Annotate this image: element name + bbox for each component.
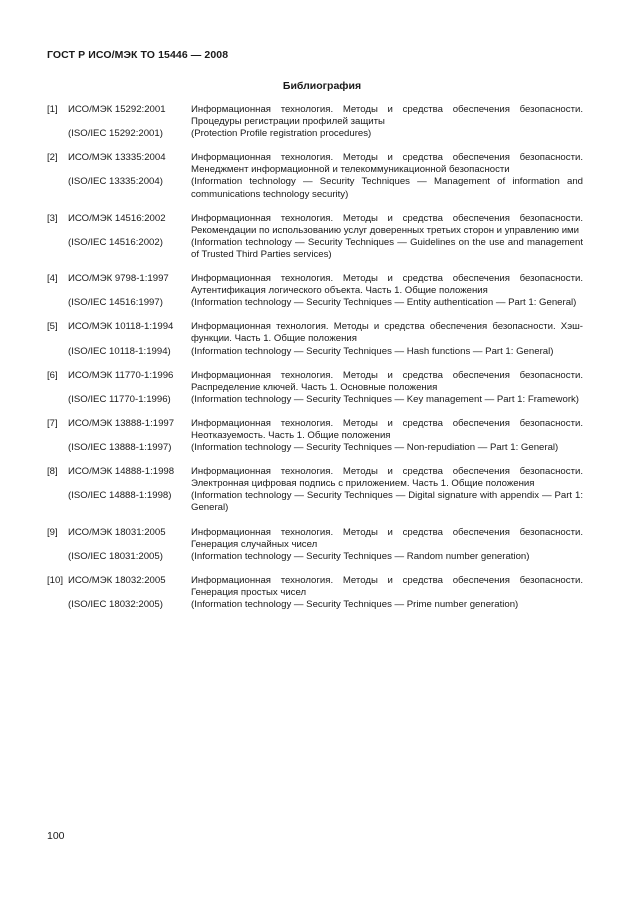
entry-number: [1] bbox=[47, 104, 58, 115]
entry-code-ru: ИСО/МЭК 15292:2001 bbox=[68, 104, 166, 115]
entry-code-ru: ИСО/МЭК 18032:2005 bbox=[68, 574, 166, 586]
entry-title-en: (Protection Profile registration procedures) bbox=[191, 128, 372, 140]
entry-code-en: (ISO/IEC 14888-1:1998) bbox=[68, 490, 172, 502]
entry-code-ru: ИСО/МЭК 14516:2002 bbox=[68, 212, 166, 224]
entry-code-ru: ИСО/МЭК 11770-1:1996 bbox=[68, 369, 174, 381]
bibliography-entry bbox=[47, 104, 583, 140]
entry-code-en: (ISO/IEC 15292:2001) bbox=[68, 128, 163, 140]
bibliography-entry bbox=[47, 575, 583, 611]
entry-code-ru: ИСО/МЭК 9798-1:1997 bbox=[68, 273, 169, 285]
bibliography-entry bbox=[47, 321, 583, 357]
bibliography-list bbox=[47, 104, 583, 623]
bibliography-entry bbox=[47, 527, 583, 563]
entry-number: [4] bbox=[47, 273, 58, 285]
entry-title-en: (Information technology — Security Techniques — Hash functions — Part 1: General) bbox=[191, 345, 554, 357]
entry-title-en: (Information technology — Security Techniques — Non-repudiation — Part 1: General) bbox=[191, 442, 559, 454]
entry-title-en: (Information technology — Security Techniques — Entity authentication — Part 1: General) bbox=[191, 297, 577, 309]
entry-code-ru: ИСО/МЭК 18031:2005 bbox=[68, 526, 166, 538]
entry-title-en: (Information technology — Security Techniques — Random number generation) bbox=[191, 550, 530, 562]
entry-title-en: (Information technology — Security Techniques — Key management — Part 1: Framework) bbox=[191, 393, 580, 405]
entry-number: [6] bbox=[47, 369, 58, 381]
entry-code-ru: ИСО/МЭК 14888-1:1998 bbox=[68, 466, 175, 478]
entry-title-ru: Информационная технология. Методы и средства обеспечения безопасности. Генерация случайных чисел bbox=[191, 526, 583, 550]
entry-title-ru: Информационная технология. Методы и средства обеспечения безопасности. Неотказуемость. Часть 1. Общие положения bbox=[191, 417, 583, 441]
entry-code-en: (ISO/IEC 18032:2005) bbox=[68, 599, 163, 610]
entry-code-en: (ISO/IEC 13888-1:1997) bbox=[68, 442, 172, 454]
entry-code-ru: ИСО/МЭК 13335:2004 bbox=[68, 152, 166, 164]
entry-title-ru: Информационная технология. Методы и средства обеспечения безопасности. Аутентификация логического объекта. Часть 1. Общие положения bbox=[191, 273, 583, 297]
bibliography-entry bbox=[47, 418, 583, 454]
entry-code-en: (ISO/IEC 13335:2004) bbox=[68, 176, 163, 188]
entry-code-en: (ISO/IEC 18031:2005) bbox=[68, 550, 163, 562]
document-header: ГОСТ Р ИСО/МЭК ТО 15446 — 2008 bbox=[47, 49, 229, 61]
bibliography-entry bbox=[47, 273, 583, 309]
entry-title-en: (Information technology — Security Techniques — Management of information and communications technology security) bbox=[191, 176, 583, 200]
section-title: Библиография bbox=[282, 80, 362, 92]
entry-title-ru: Информационная технология. Методы и средства обеспечения безопасности. Процедуры регистрации профилей защиты bbox=[191, 104, 583, 128]
bibliography-entry bbox=[47, 152, 583, 200]
entry-title-ru: Информационная технология. Методы и средства обеспечения безопасности. Хэш-функции. Часть 1. Общие положения bbox=[191, 321, 583, 345]
entry-code-en: (ISO/IEC 11770-1:1996) bbox=[68, 393, 171, 405]
entry-number: [2] bbox=[47, 152, 58, 164]
entry-code-ru: ИСО/МЭК 10118-1:1994 bbox=[68, 321, 174, 333]
entry-title-en: (Information technology — Security Techniques — Prime number generation) bbox=[191, 599, 519, 610]
entry-title-en: (Information technology — Security Techniques — Digital signature with appendix — Part 1: General) bbox=[191, 490, 583, 514]
entry-number: [5] bbox=[47, 321, 58, 333]
entry-title-ru: Информационная технология. Методы и средства обеспечения безопасности. Менеджмент информационной и телекоммуникационной безопасности bbox=[191, 152, 583, 176]
bibliography-entry bbox=[47, 370, 583, 406]
entry-number: [10] bbox=[47, 574, 64, 586]
entry-title-ru: Информационная технология. Методы и средства обеспечения безопасности. Электронная цифровая подпись с приложением. Часть 1. Общие положения bbox=[191, 466, 583, 490]
entry-code-ru: ИСО/МЭК 13888-1:1997 bbox=[68, 417, 175, 429]
entry-title-en: (Information technology — Security Techniques — Guidelines on the use and management of Trusted Third Parties services) bbox=[191, 236, 583, 260]
bibliography-entry bbox=[47, 466, 583, 514]
entry-number: [3] bbox=[47, 212, 58, 224]
entry-code-en: (ISO/IEC 14516:1997) bbox=[68, 297, 163, 309]
entry-code-en: (ISO/IEC 10118-1:1994) bbox=[68, 345, 171, 357]
entry-number: [9] bbox=[47, 526, 58, 538]
entry-title-ru: Информационная технология. Методы и средства обеспечения безопасности. Рекомендации по использованию услуг доверенных третьих сторон и управлению ими bbox=[191, 212, 583, 236]
bibliography-entry bbox=[47, 213, 583, 261]
entry-title-ru: Информационная технология. Методы и средства обеспечения безопасности. Распределение ключей. Часть 1. Основные положения bbox=[191, 369, 583, 393]
entry-code-en: (ISO/IEC 14516:2002) bbox=[68, 236, 163, 248]
entry-title-ru: Информационная технология. Методы и средства обеспечения безопасности. Генерация простых чисел bbox=[191, 574, 583, 598]
entry-number: [7] bbox=[47, 417, 58, 429]
entry-number: [8] bbox=[47, 466, 58, 478]
page-number: 100 bbox=[47, 830, 65, 842]
